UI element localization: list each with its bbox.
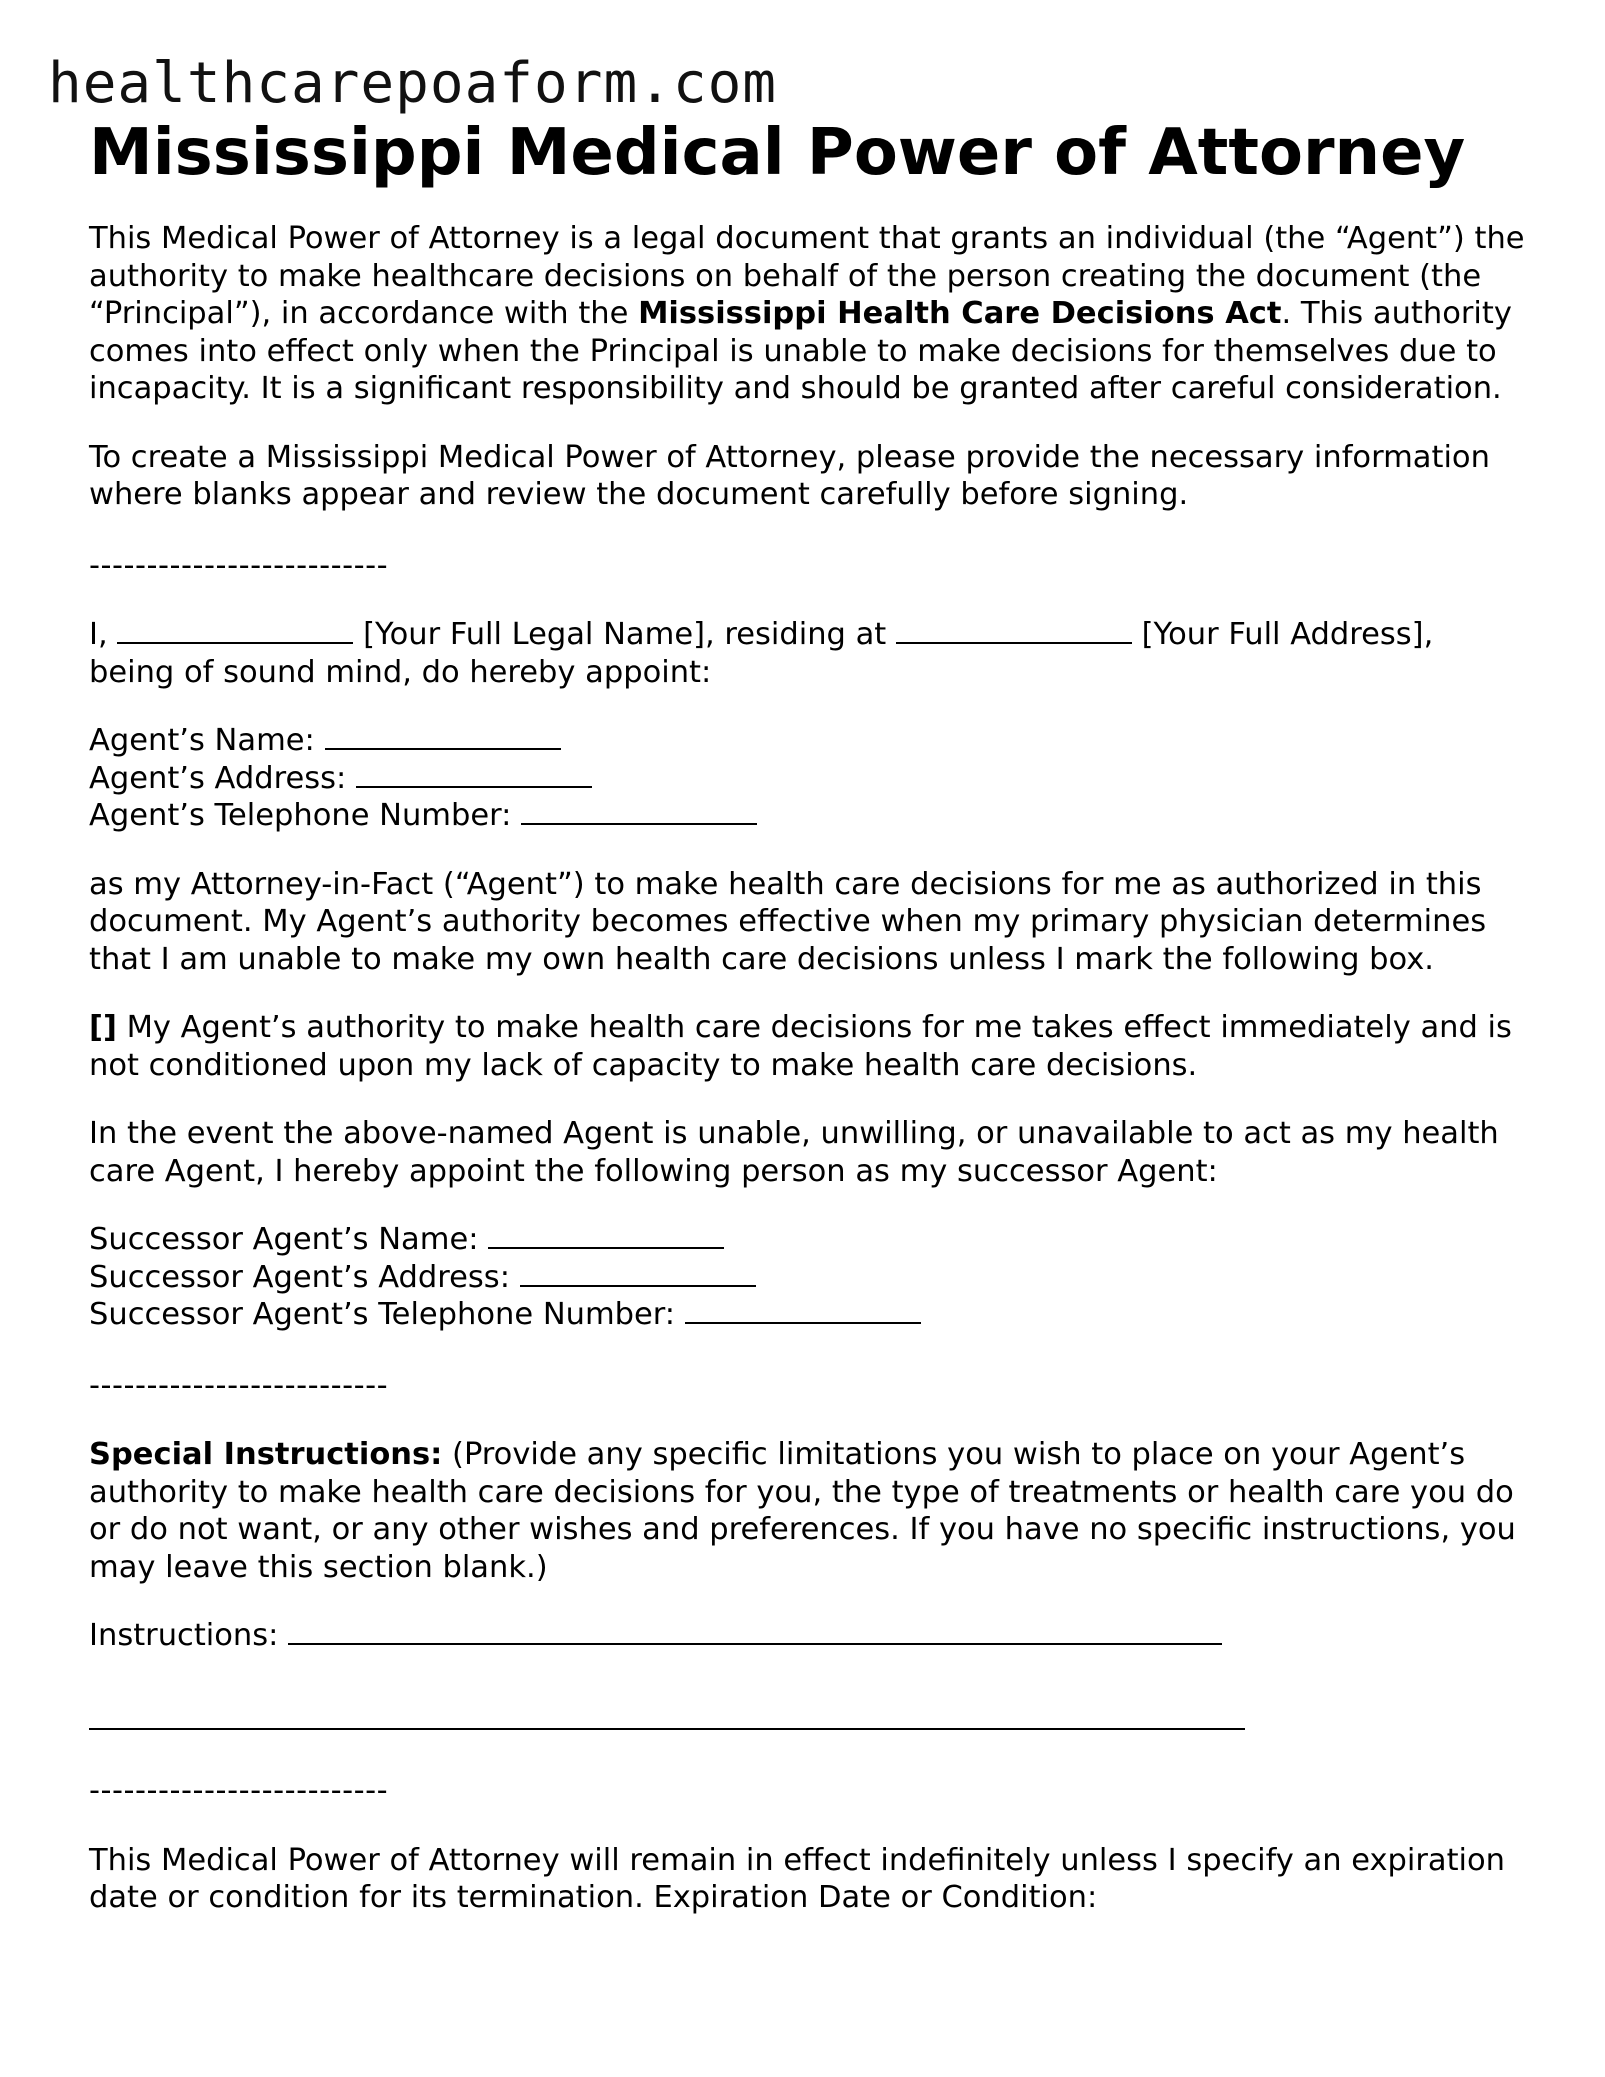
agent-phone-blank[interactable]: [521, 797, 757, 825]
section-separator: --------------------------: [89, 1367, 389, 1403]
special-instructions-heading: Special Instructions:: [89, 1437, 443, 1472]
site-watermark: healthcarepoaform.com: [48, 51, 778, 116]
special-instructions-paragraph: Special Instructions: (Provide any specific limitations you wish to place on your Agent’s authority to make health care decisions for you, the type of treatments or health care you do or do not want, or any other wishes and preferences. If you have no specific instructions, you may leave this section blank.): [89, 1437, 1516, 1585]
instructions-continuation-blank[interactable]: [89, 1702, 1245, 1730]
successor-address-row: Successor Agent’s Address:: [89, 1259, 1529, 1297]
instructions-blank[interactable]: [288, 1617, 1222, 1645]
document-page: [89, 108, 1529, 1917]
successor-block: [89, 1221, 1529, 1334]
agent-block: [89, 722, 1529, 835]
successor-phone-row: Successor Agent’s Telephone Number:: [89, 1296, 1529, 1334]
immediate-effect-checkbox[interactable]: []: [89, 1010, 117, 1045]
document-body: [89, 220, 1529, 1917]
successor-intro: In the event the above-named Agent is unable, unwilling, or unavailable to act as my health care Agent, I hereby appoint the following person as my successor Agent:: [89, 1116, 1499, 1189]
successor-name-row: Successor Agent’s Name:: [89, 1221, 1529, 1259]
document-title: Mississippi Medical Power of Attorney: [89, 116, 1466, 190]
principal-line: I, [Your Full Legal Name], residing at [Your Full Address],: [89, 617, 1434, 652]
principal-line-2: being of sound mind, do hereby appoint:: [89, 654, 712, 690]
agent-address-row: Agent’s Address:: [89, 760, 1529, 798]
immediate-effect-paragraph: [] My Agent’s authority to make health care decisions for me takes effect immediately and is not conditioned upon my lack of capacity to make health care decisions.: [89, 1010, 1512, 1083]
agent-phone-row: Agent’s Telephone Number:: [89, 797, 1529, 835]
act-name: Mississippi Health Care Decisions Act: [638, 296, 1282, 331]
successor-name-blank[interactable]: [488, 1221, 724, 1249]
principal-name-blank[interactable]: [117, 616, 353, 644]
expiration-paragraph: This Medical Power of Attorney will remain in effect indefinitely unless I specify an expiration date or condition for its termination. Expiration Date or Condition:: [89, 1842, 1506, 1915]
section-separator: --------------------------: [89, 547, 389, 583]
intro-paragraph-2: To create a Mississippi Medical Power of Attorney, please provide the necessary information where blanks appear and review the document carefully before signing.: [89, 439, 1490, 512]
instructions-continuation-row: [89, 1702, 1529, 1740]
successor-address-blank[interactable]: [520, 1259, 756, 1287]
agent-name-blank[interactable]: [325, 722, 561, 750]
intro-paragraph-1: This Medical Power of Attorney is a legal document that grants an individual (the “Agent”) the authority to make healthcare decisions on behalf of the person creating the document (the “Principal”), in accordance with the Mississippi Health Care Decisions Act. This authority comes into effect only when the Principal is unable to make decisions for themselves due to incapacity. It is a significant responsibility and should be granted after careful consideration.: [89, 221, 1525, 406]
section-separator: --------------------------: [89, 1773, 389, 1808]
authority-paragraph: as my Attorney-in-Fact (“Agent”) to make health care decisions for me as authorized in this document. My Agent’s authority becomes effective when my primary physician determines that I am unable to make my own health care decisions unless I mark the following box.: [89, 866, 1487, 977]
principal-address-blank[interactable]: [896, 616, 1132, 644]
agent-address-blank[interactable]: [356, 760, 592, 788]
agent-name-row: Agent’s Name:: [89, 722, 1529, 760]
successor-phone-blank[interactable]: [685, 1296, 921, 1324]
instructions-row: Instructions:: [89, 1617, 1529, 1655]
